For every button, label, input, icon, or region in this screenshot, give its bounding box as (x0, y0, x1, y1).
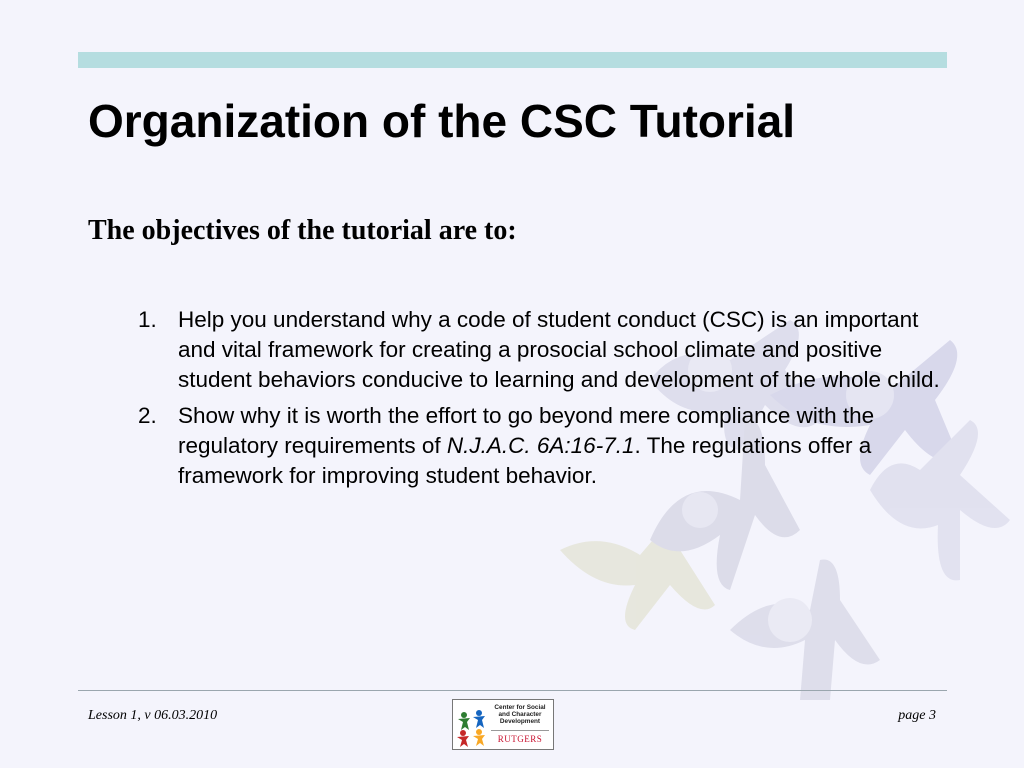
objective-text: Help you understand why a code of student conduct (CSC) is an important and vital framework for creating a prosocial school climate and positive student behaviors conducive to learning and development of the whole child. (178, 307, 940, 392)
top-accent-bar (78, 52, 947, 68)
logo-text (487, 704, 553, 725)
regulation-citation: N.J.A.C. 6A:16-7.1 (446, 433, 635, 458)
objectives-list (138, 305, 948, 497)
slide-title: Organization of the CSC Tutorial (88, 95, 796, 147)
list-number: 1. (138, 307, 157, 332)
logo-figures-icon (455, 703, 489, 747)
list-item (138, 305, 948, 395)
list-number: 2. (138, 403, 157, 428)
slide-subtitle: The objectives of the tutorial are to: (88, 215, 517, 246)
list-item (138, 401, 948, 491)
watermark-head-6 (768, 598, 812, 642)
cscd-rutgers-logo (452, 699, 554, 750)
watermark-head-4 (682, 492, 718, 528)
logo-university: RUTGERS (497, 734, 543, 744)
logo-line: and Character (498, 711, 542, 718)
footer-page-number: page 3 (898, 708, 936, 723)
footer-divider (78, 690, 947, 691)
logo-line: Center for Social (494, 704, 546, 711)
footer-lesson-version: Lesson 1, v 06.03.2010 (88, 708, 218, 723)
logo-divider (491, 730, 549, 731)
objective-text-before: Show why it is worth the effort to go beyond mere compliance with the regulatory requirements of (178, 403, 875, 458)
logo-line: Development (499, 718, 541, 725)
objective-text-after: . The regulations offer a framework for improving student behavior. (178, 433, 872, 488)
